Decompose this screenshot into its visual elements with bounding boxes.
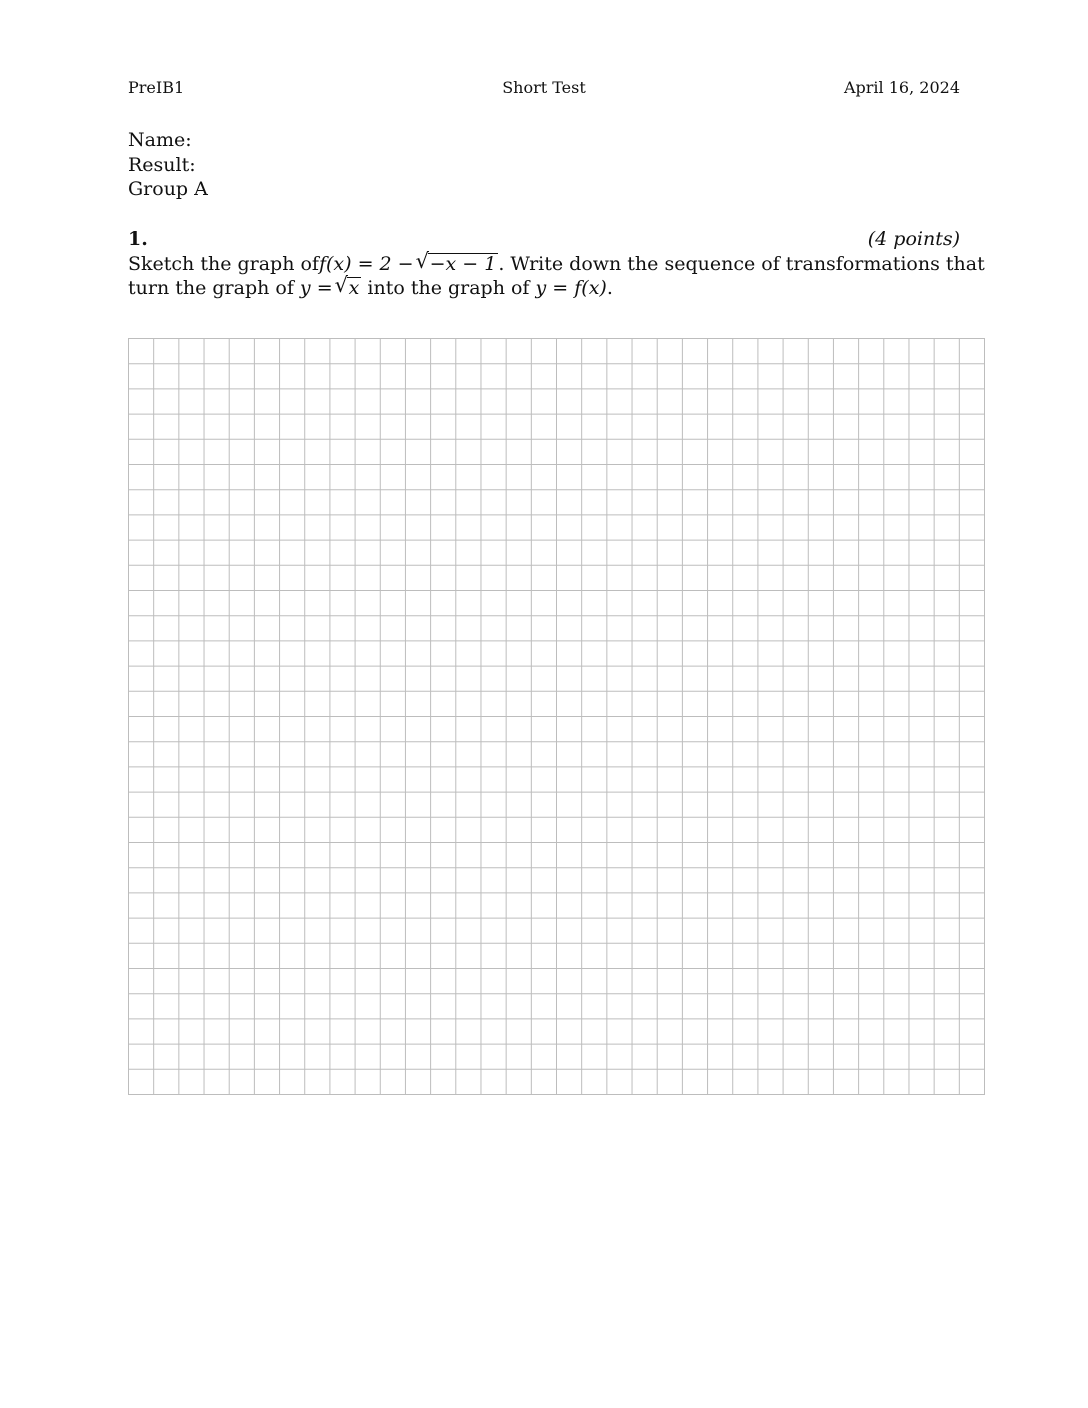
- question-header: [128, 228, 960, 252]
- question-points: (4 points): [867, 228, 960, 250]
- radicand: −x − 1: [429, 253, 497, 275]
- text-part-2: . Write down the sequence of transformations that: [498, 253, 985, 275]
- function-root-group: [414, 249, 985, 276]
- graph-paper-grid[interactable]: [128, 338, 985, 1095]
- test-date: April 16, 2024: [843, 78, 960, 97]
- group-label: Group A: [128, 178, 208, 200]
- result-label: Result:: [128, 153, 196, 176]
- name-label: Name:: [128, 129, 192, 151]
- function-lhs: f(x) = 2 −: [318, 253, 414, 275]
- question-number: 1.: [128, 228, 148, 250]
- question-line-2: [128, 273, 960, 300]
- text-part-3: turn the graph of: [128, 277, 294, 299]
- base-radical-sign-icon: √: [334, 273, 349, 297]
- question-line-1: [128, 249, 985, 276]
- end-punctuation: .: [606, 277, 613, 299]
- text-part-1: Sketch the graph of: [128, 253, 319, 275]
- question-text: [128, 249, 985, 300]
- base-square-root: [334, 273, 362, 300]
- page-header: [128, 78, 960, 100]
- course-label: PreIB1: [128, 78, 185, 97]
- target-function: y = f(x): [535, 277, 607, 299]
- test-title: Short Test: [502, 78, 586, 97]
- student-info: [128, 128, 208, 202]
- base-lhs: y =: [299, 277, 333, 299]
- radical-sign-icon: √: [415, 249, 429, 273]
- grid-svg: [128, 338, 985, 1095]
- square-root: [415, 249, 499, 276]
- text-part-4: into the graph of: [367, 277, 530, 299]
- base-radicand: x: [348, 277, 360, 299]
